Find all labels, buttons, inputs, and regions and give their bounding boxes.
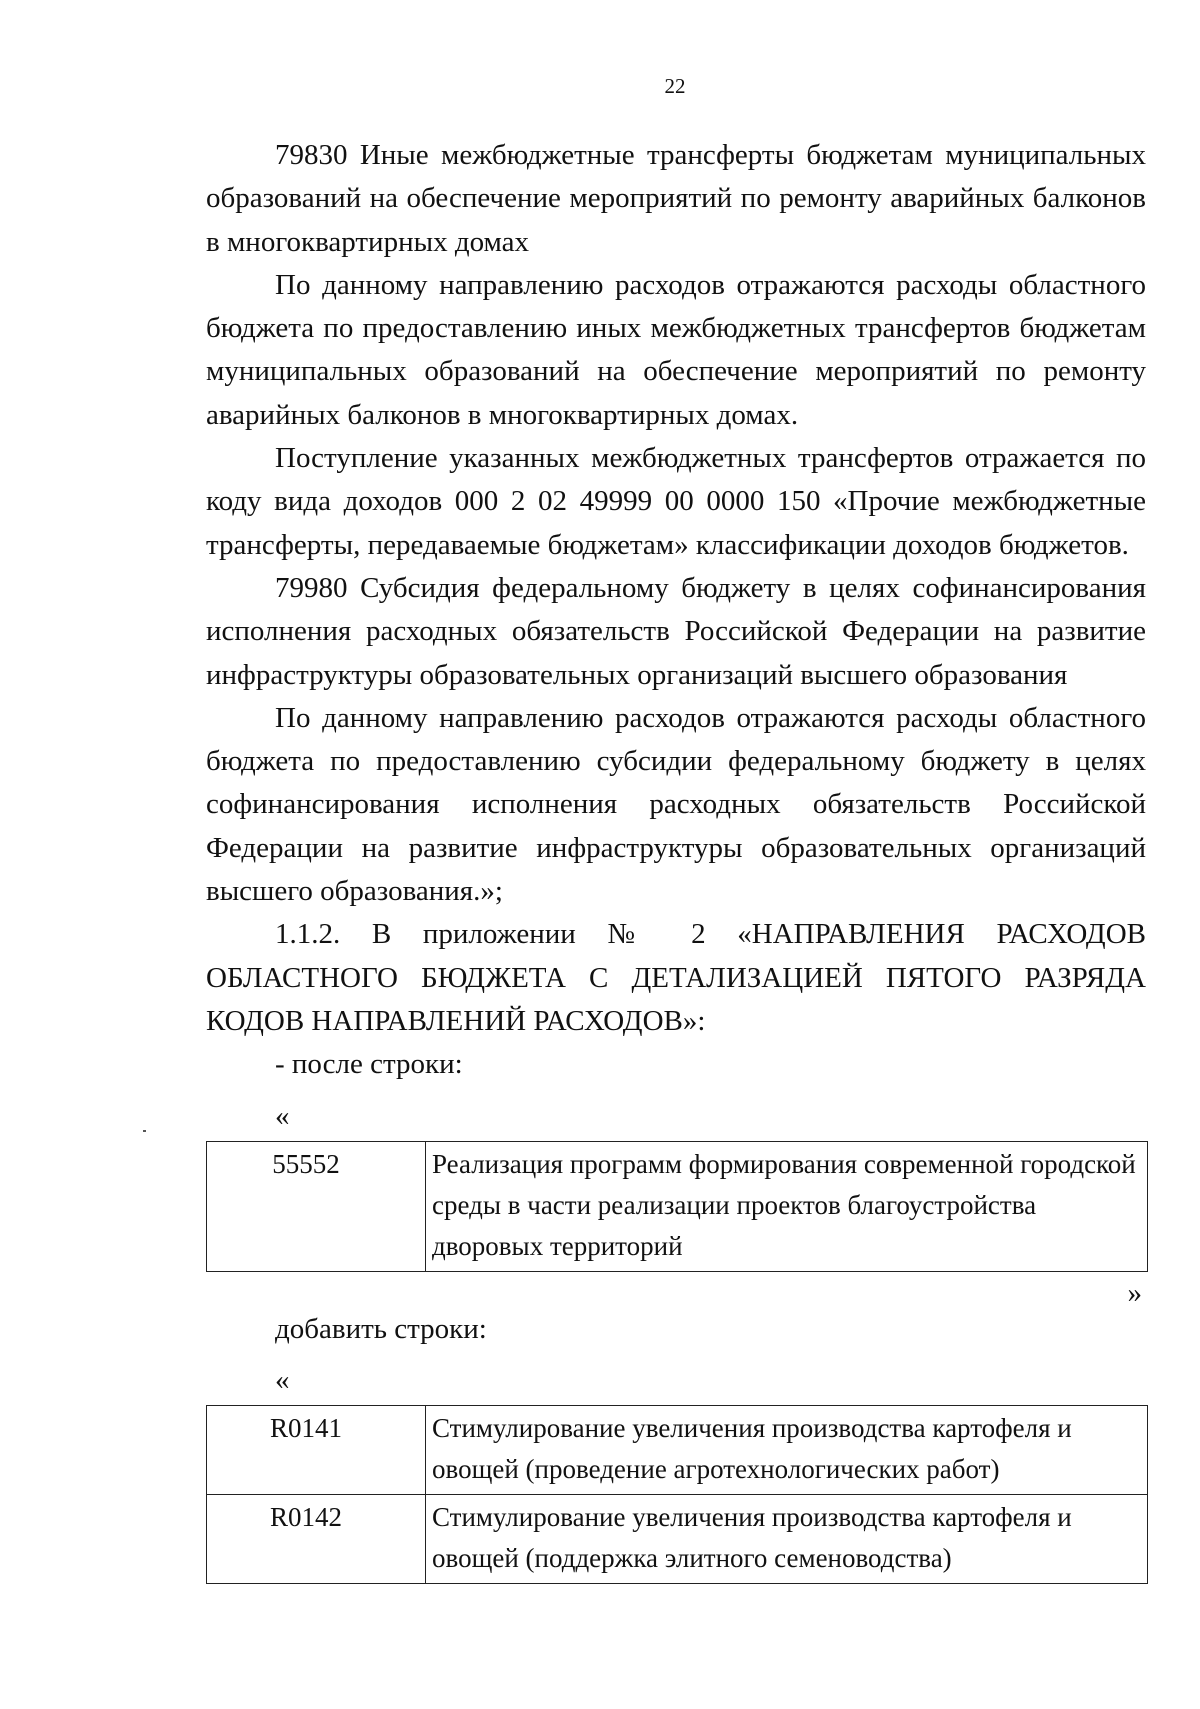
paragraph-79830-income-code: Поступление указанных межбюджетных трансфертов отражается по коду вида доходов 000 2 02 49999 00 0000 150 «Прочие межбюджетные трансферты, передаваемые бюджетам» классификации доходов бюджетов.	[206, 442, 1146, 561]
expense-code-cell: R0141	[207, 1405, 426, 1494]
scan-speck	[143, 1130, 146, 1132]
expense-code-cell: 55552	[207, 1141, 426, 1271]
add-lines-label: добавить строки:	[275, 1312, 487, 1345]
table-row	[207, 1141, 1148, 1271]
after-line-label: - после строки:	[275, 1048, 463, 1081]
paragraph-79980-title: 79980 Субсидия федеральному бюджету в целях софинансирования исполнения расходных обязательств Российской Федерации на развитие инфраструктуры образовательных организаций высшего образования	[206, 571, 1146, 691]
table-row	[207, 1494, 1148, 1583]
table-row	[207, 1405, 1148, 1494]
paragraph-79830-title: 79830 Иные межбюджетные трансферты бюджетам муниципальных образований на обеспечение мероприятий по ремонту аварийных балконов в многоквартирных домах	[206, 139, 1146, 258]
paragraph-79830-description: По данному направлению расходов отражаются расходы областного бюджета по предоставлению иных межбюджетных трансфертов бюджетам муниципальных образований на обеспечение мероприятий по ремонту аварийных балконов в многоквартирных домах.	[206, 268, 1146, 431]
expense-code-cell: R0142	[207, 1494, 426, 1583]
opening-quote-mark: «	[275, 1099, 290, 1132]
closing-quote-mark: »	[1127, 1276, 1142, 1309]
expense-description-cell: Стимулирование увеличения производства картофеля и овощей (проведение агротехнологических работ)	[426, 1405, 1148, 1494]
page-number: 22	[664, 74, 686, 98]
expense-description-cell: Стимулирование увеличения производства картофеля и овощей (поддержка элитного семеноводства)	[426, 1494, 1148, 1583]
expense-description-cell: Реализация программ формирования современной городской среды в части реализации проектов благоустройства дворовых территорий	[426, 1141, 1148, 1271]
paragraph-appendix-2-amendment: 1.1.2. В приложении № 2 «НАПРАВЛЕНИЯ РАСХОДОВ ОБЛАСТНОГО БЮДЖЕТА С ДЕТАЛИЗАЦИЕЙ ПЯТОГО РАЗРЯДА КОДОВ НАПРАВЛЕНИЙ РАСХОДОВ»:	[206, 918, 1146, 1037]
opening-quote-mark-2: «	[275, 1363, 290, 1396]
table-added-lines	[206, 1405, 1148, 1584]
table-existing-line	[206, 1141, 1148, 1272]
paragraph-79980-description: По данному направлению расходов отражаются расходы областного бюджета по предоставлению субсидии федеральному бюджету в целях софинансирования исполнения расходных обязательств Российской Федерации на развитие инфраструктуры образовательных организаций высшего образования.»;	[206, 701, 1146, 908]
document-body	[206, 134, 1146, 1584]
